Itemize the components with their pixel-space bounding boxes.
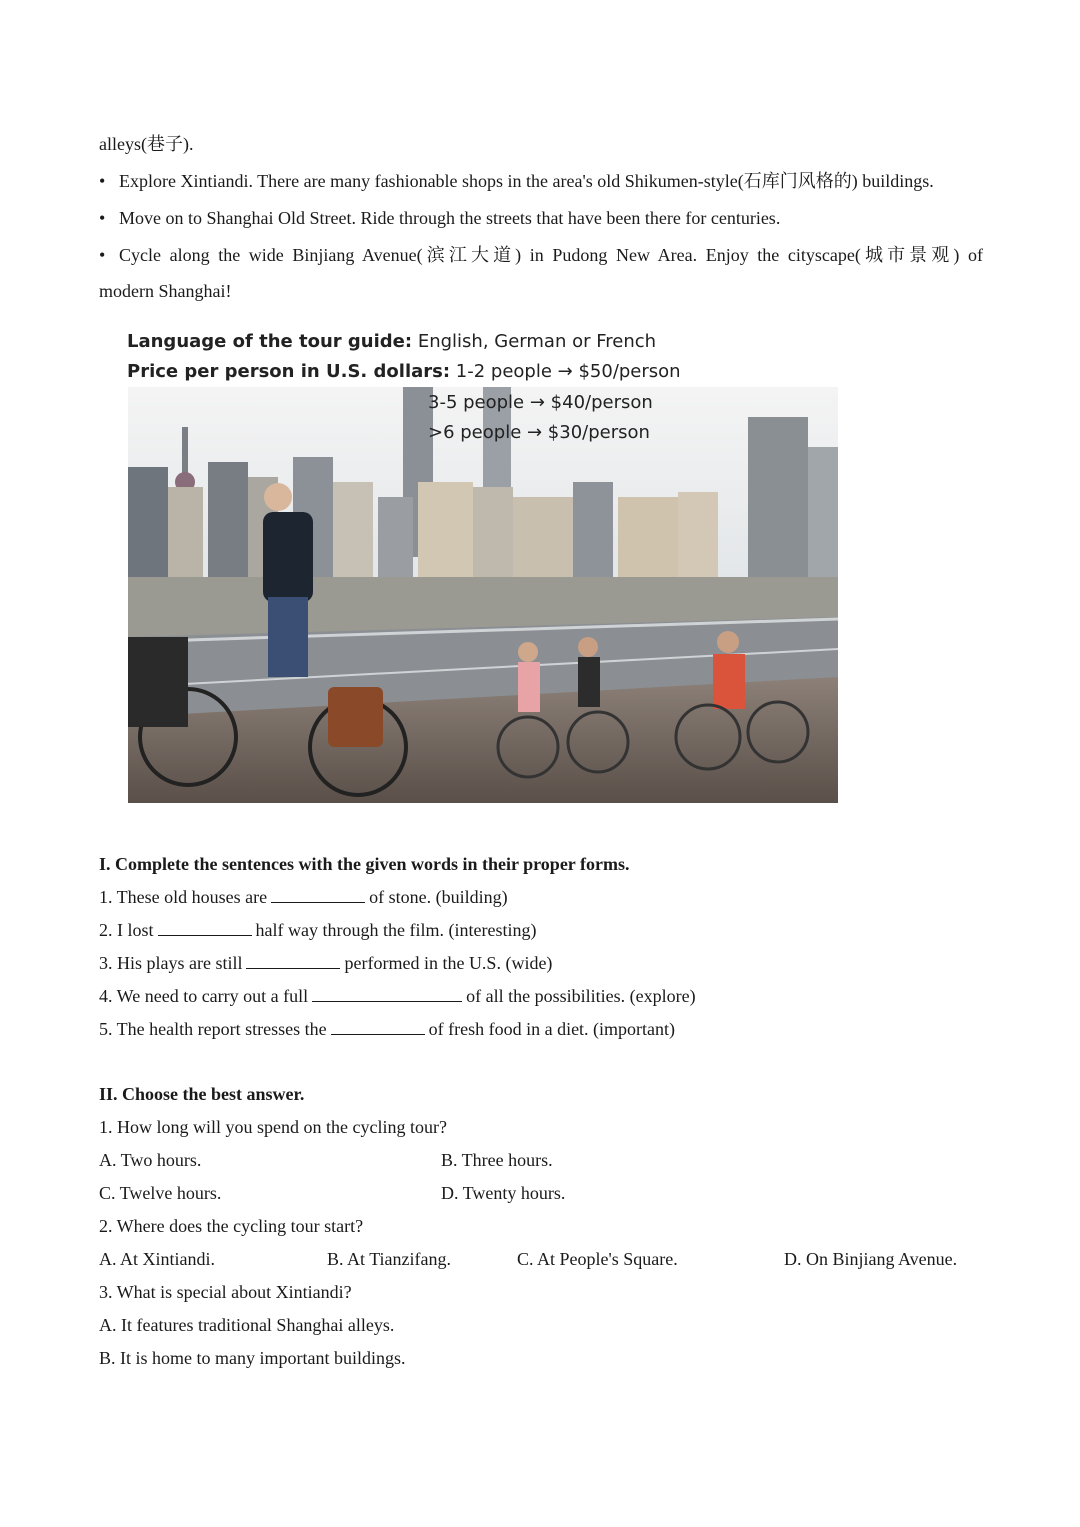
bullet-glyph: • (99, 208, 106, 228)
section-1-question-3 (99, 951, 552, 975)
section-2-question-1: 1. How long will you spend on the cycling tour? (99, 1117, 447, 1137)
section-1-heading: I. Complete the sentences with the given words in their proper forms. (99, 854, 630, 874)
section-1-question-5 (99, 1017, 675, 1041)
q1-option-a[interactable]: A. Two hours. (99, 1150, 202, 1170)
question-hint: of fresh food in a diet. (important) (428, 1019, 676, 1039)
bullet-text: Move on to Shanghai Old Street. Ride through the streets that have been there for centuries. (119, 208, 781, 228)
q1-option-b[interactable]: B. Three hours. (441, 1150, 553, 1170)
q2-option-d[interactable]: D. On Binjiang Avenue. (784, 1249, 958, 1269)
q2-option-a[interactable]: A. At Xintiandi. (99, 1249, 215, 1269)
answer-blank[interactable] (312, 985, 462, 1002)
answer-blank[interactable] (246, 952, 340, 969)
question-hint: half way through the film. (interesting) (255, 920, 537, 940)
bullet-glyph: • (99, 245, 106, 265)
price-line-1 (127, 360, 681, 384)
question-text: 4. We need to carry out a full (99, 986, 309, 1006)
cyclists-bund-image (128, 387, 838, 803)
price-label: Price per person in U.S. dollars: (127, 361, 451, 382)
section-1-question-2 (99, 918, 536, 942)
passage-bullet-binjiang (99, 243, 983, 267)
question-hint: of stone. (building) (369, 887, 508, 907)
question-text: 3. His plays are still (99, 953, 243, 973)
guide-language-line (127, 330, 656, 354)
answer-blank[interactable] (158, 919, 252, 936)
bullet-text: Explore Xintiandi. There are many fashionable shops in the area's old Shikumen-style(石库门风格的) buildings. (119, 171, 934, 191)
q2-option-c[interactable]: C. At People's Square. (517, 1249, 678, 1269)
section-1-question-1 (99, 885, 508, 909)
question-hint: performed in the U.S. (wide) (344, 953, 553, 973)
passage-bullet-binjiang-cont: modern Shanghai! (99, 281, 232, 301)
section-2-heading: II. Choose the best answer. (99, 1084, 305, 1104)
bullet-glyph: • (99, 171, 106, 191)
answer-blank[interactable] (271, 886, 365, 903)
section-2-question-2: 2. Where does the cycling tour start? (99, 1216, 364, 1236)
q1-option-c[interactable]: C. Twelve hours. (99, 1183, 222, 1203)
section-1-question-4 (99, 984, 696, 1008)
question-hint: of all the possibilities. (explore) (466, 986, 696, 1006)
question-text: 5. The health report stresses the (99, 1019, 327, 1039)
question-text: 2. I lost (99, 920, 154, 940)
guide-language-value: English, German or French (417, 331, 657, 352)
guide-language-label: Language of the tour guide: (127, 331, 413, 352)
passage-bullet-old-street (99, 206, 780, 230)
q1-option-d[interactable]: D. Twenty hours. (441, 1183, 566, 1203)
price-3-5-people: 3-5 people → $40/person (428, 392, 653, 413)
passage-bullet-xintiandi (99, 169, 934, 193)
q2-option-b[interactable]: B. At Tianzifang. (327, 1249, 452, 1269)
cycling-tour-photo (97, 312, 853, 808)
answer-blank[interactable] (331, 1018, 425, 1035)
price-1-2-people: 1-2 people → $50/person (455, 361, 681, 382)
question-text: 1. These old houses are (99, 887, 268, 907)
passage-line-alleys: alleys(巷子). (99, 134, 194, 154)
section-2-question-3: 3. What is special about Xintiandi? (99, 1282, 352, 1302)
q3-option-a[interactable]: A. It features traditional Shanghai alleys. (99, 1315, 395, 1335)
q3-option-b[interactable]: B. It is home to many important buildings. (99, 1348, 406, 1368)
bullet-text: Cycle along the wide Binjiang Avenue(滨江大道) in Pudong New Area. Enjoy the cityscape(城市景观) of (119, 245, 983, 265)
price-6-people: >6 people → $30/person (428, 422, 650, 443)
